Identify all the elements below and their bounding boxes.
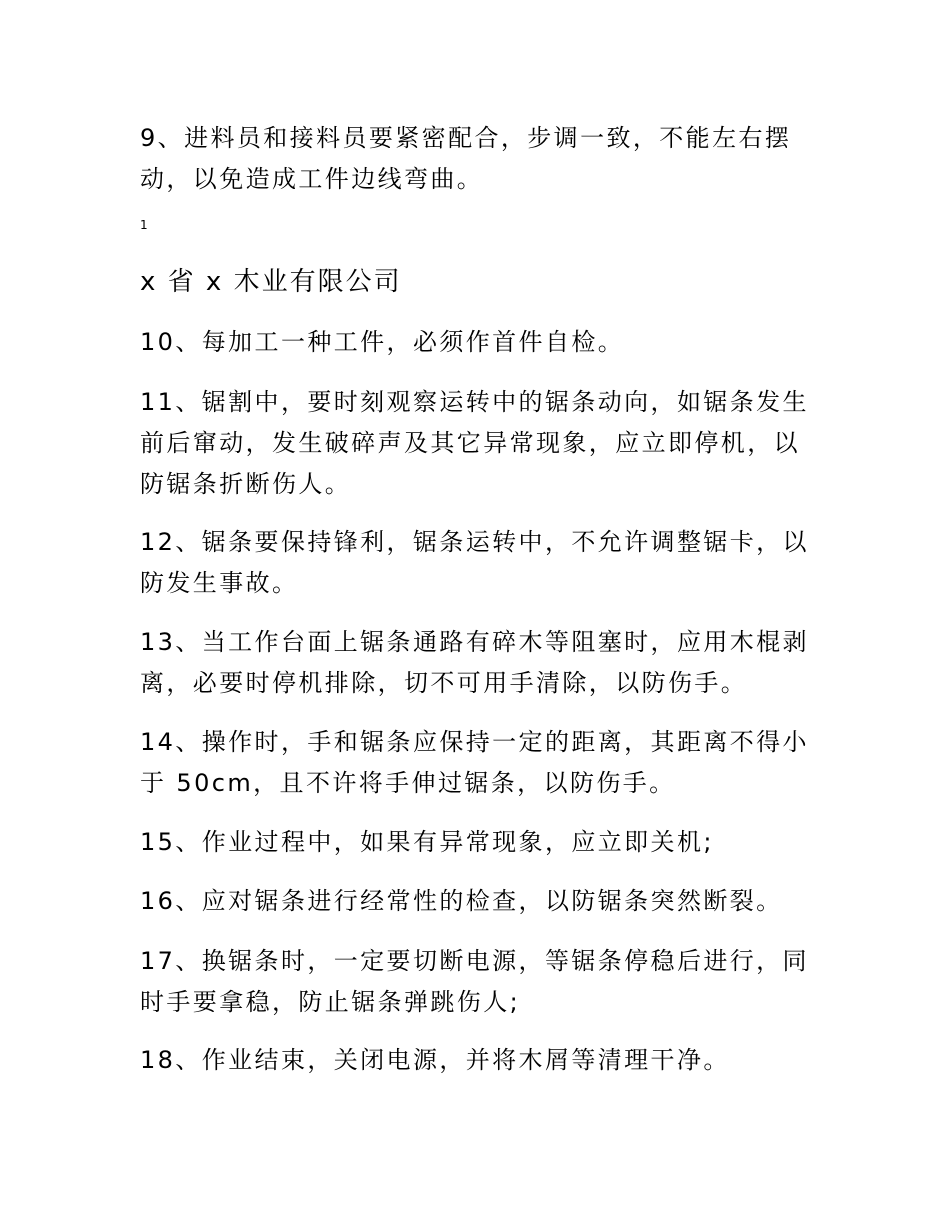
paragraph-item-15: 15、作业过程中，如果有异常现象，应立即关机; [140,828,714,856]
paragraph-item-18: 18、作业结束，关闭电源，并将木屑等清理干净。 [140,1046,730,1074]
paragraph-item-13: 13、当工作台面上锯条通路有碎木等阻塞时，应用木棍剥离，必要时停机排除，切不可用手清除，以防伤手。 [140,628,809,697]
paragraph-item-10: 10、每加工一种工件，必须作首件自检。 [140,328,625,356]
company-header: x 省 x 木业有限公司 [140,267,402,297]
page-number: 1 [140,218,148,232]
paragraph-item-9: 9、进料员和接料员要紧密配合，步调一致，不能左右摆动，以免造成工件边线弯曲。 [140,124,792,193]
paragraph-item-11: 11、锯割中，要时刻观察运转中的锯条动向，如锯条发生前后窜动，发生破碎声及其它异常现象，应立即停机，以防锯条折断伤人。 [140,388,809,498]
paragraph-item-12: 12、锯条要保持锋利，锯条运转中，不允许调整锯卡，以防发生事故。 [140,528,809,597]
paragraph-item-16: 16、应对锯条进行经常性的检查，以防锯条突然断裂。 [140,887,783,915]
paragraph-item-14: 14、操作时，手和锯条应保持一定的距离，其距离不得小于 50cm，且不许将手伸过锯条，以防伤手。 [140,728,809,797]
paragraph-item-17: 17、换锯条时，一定要切断电源，等锯条停稳后进行，同时手要拿稳，防止锯条弹跳伤人; [140,947,809,1016]
